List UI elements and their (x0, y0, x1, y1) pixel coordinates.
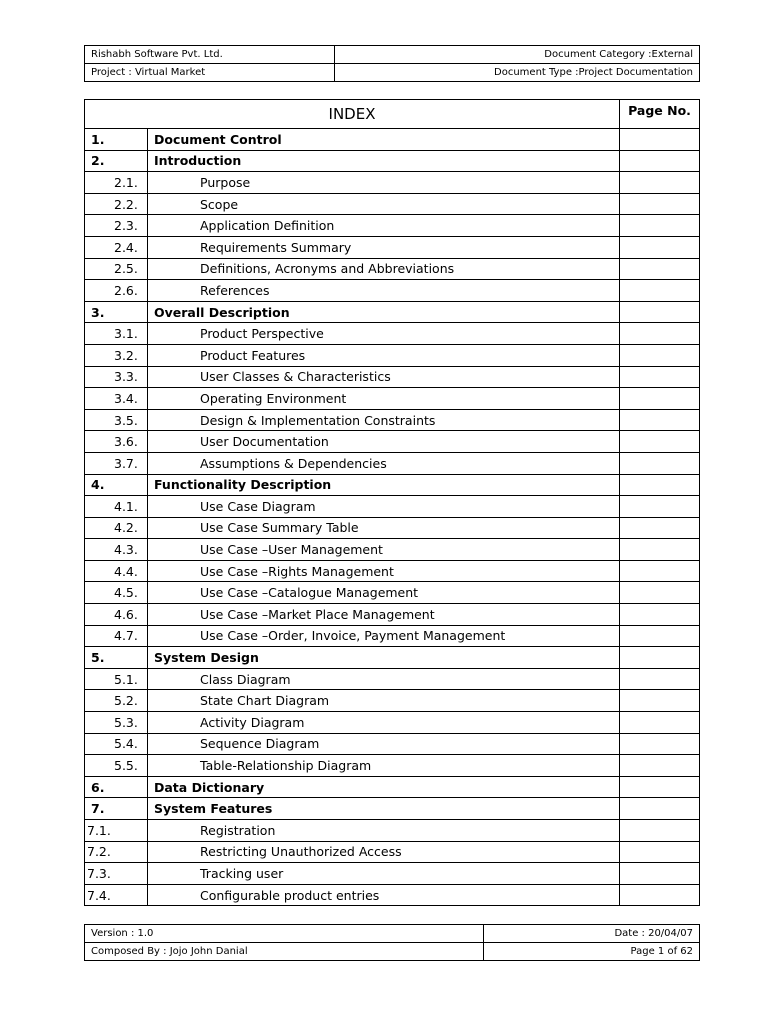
section-page-number (620, 798, 700, 820)
section-page-number (620, 280, 700, 302)
section-number: 4.4. (85, 560, 148, 582)
document-header (84, 45, 700, 82)
section-title: Product Perspective (148, 323, 620, 345)
section-title: Requirements Summary (148, 236, 620, 258)
document-type: Document Type :Project Documentation (334, 64, 699, 82)
section-page-number (620, 409, 700, 431)
index-row (85, 733, 700, 755)
section-title: Use Case –Market Place Management (148, 604, 620, 626)
section-title: Use Case –Catalogue Management (148, 582, 620, 604)
section-number: 7.4. (85, 884, 148, 906)
index-row (85, 668, 700, 690)
index-row (85, 863, 700, 885)
index-row (85, 388, 700, 410)
section-title: Tracking user (148, 863, 620, 885)
index-row (85, 193, 700, 215)
section-number: 7.1. (85, 820, 148, 842)
section-title: References (148, 280, 620, 302)
date: Date : 20/04/07 (484, 925, 700, 943)
section-page-number (620, 604, 700, 626)
section-title: Product Features (148, 344, 620, 366)
section-number: 5.3. (85, 712, 148, 734)
section-number: 5.2. (85, 690, 148, 712)
section-number: 3.6. (85, 431, 148, 453)
section-title: Purpose (148, 172, 620, 194)
section-title: Restricting Unauthorized Access (148, 841, 620, 863)
section-page-number (620, 668, 700, 690)
section-page-number (620, 647, 700, 669)
section-number: 3. (85, 301, 148, 323)
section-page-number (620, 496, 700, 518)
section-number: 4.5. (85, 582, 148, 604)
section-page-number (620, 733, 700, 755)
section-number: 2.2. (85, 193, 148, 215)
section-number: 1. (85, 129, 148, 151)
section-number: 3.4. (85, 388, 148, 410)
section-number: 5.4. (85, 733, 148, 755)
index-row (85, 301, 700, 323)
section-page-number (620, 323, 700, 345)
section-page-number (620, 344, 700, 366)
index-row (85, 496, 700, 518)
section-page-number (620, 539, 700, 561)
section-number: 5. (85, 647, 148, 669)
section-title: Use Case –User Management (148, 539, 620, 561)
section-page-number (620, 431, 700, 453)
section-title: Data Dictionary (148, 776, 620, 798)
index-row (85, 280, 700, 302)
company-name: Rishabh Software Pvt. Ltd. (85, 46, 335, 64)
section-number: 5.1. (85, 668, 148, 690)
index-row (85, 604, 700, 626)
section-title: Overall Description (148, 301, 620, 323)
section-title: Application Definition (148, 215, 620, 237)
section-page-number (620, 366, 700, 388)
index-table (84, 99, 700, 906)
index-row (85, 366, 700, 388)
section-page-number (620, 755, 700, 777)
section-page-number (620, 560, 700, 582)
section-title: State Chart Diagram (148, 690, 620, 712)
index-title: INDEX (85, 100, 620, 129)
section-title: Scope (148, 193, 620, 215)
page-number: Page 1 of 62 (484, 943, 700, 961)
section-number: 7. (85, 798, 148, 820)
section-number: 4.3. (85, 539, 148, 561)
index-row (85, 755, 700, 777)
section-title: Class Diagram (148, 668, 620, 690)
section-number: 3.3. (85, 366, 148, 388)
section-number: 7.2. (85, 841, 148, 863)
index-row (85, 172, 700, 194)
section-number: 3.2. (85, 344, 148, 366)
section-page-number (620, 863, 700, 885)
section-title: Functionality Description (148, 474, 620, 496)
index-row (85, 323, 700, 345)
section-number: 2.3. (85, 215, 148, 237)
section-number: 2.6. (85, 280, 148, 302)
section-page-number (620, 193, 700, 215)
section-title: Registration (148, 820, 620, 842)
index-row (85, 539, 700, 561)
index-row (85, 409, 700, 431)
version: Version : 1.0 (85, 925, 484, 943)
section-number: 7.3. (85, 863, 148, 885)
section-title: Operating Environment (148, 388, 620, 410)
section-number: 4.6. (85, 604, 148, 626)
section-page-number (620, 884, 700, 906)
section-title: User Classes & Characteristics (148, 366, 620, 388)
section-title: Activity Diagram (148, 712, 620, 734)
section-page-number (620, 474, 700, 496)
section-number: 2.5. (85, 258, 148, 280)
index-row (85, 215, 700, 237)
section-title: Design & Implementation Constraints (148, 409, 620, 431)
document-footer (84, 924, 700, 961)
index-row (85, 344, 700, 366)
section-number: 6. (85, 776, 148, 798)
section-page-number (620, 820, 700, 842)
index-row (85, 129, 700, 151)
section-page-number (620, 388, 700, 410)
index-row (85, 647, 700, 669)
section-page-number (620, 517, 700, 539)
section-number: 2.1. (85, 172, 148, 194)
section-title: User Documentation (148, 431, 620, 453)
section-page-number (620, 625, 700, 647)
page-number-header: Page No. (620, 100, 700, 129)
composed-by: Composed By : Jojo John Danial (85, 943, 484, 961)
section-number: 4.2. (85, 517, 148, 539)
index-row (85, 798, 700, 820)
index-row (85, 431, 700, 453)
section-number: 4.1. (85, 496, 148, 518)
index-row (85, 150, 700, 172)
section-page-number (620, 236, 700, 258)
index-row (85, 841, 700, 863)
section-page-number (620, 712, 700, 734)
section-number: 3.7. (85, 452, 148, 474)
section-page-number (620, 150, 700, 172)
index-row (85, 582, 700, 604)
section-page-number (620, 301, 700, 323)
index-row (85, 560, 700, 582)
section-title: Configurable product entries (148, 884, 620, 906)
index-row (85, 258, 700, 280)
section-page-number (620, 129, 700, 151)
section-number: 5.5. (85, 755, 148, 777)
section-page-number (620, 841, 700, 863)
index-row (85, 625, 700, 647)
section-title: Use Case –Rights Management (148, 560, 620, 582)
section-title: Definitions, Acronyms and Abbreviations (148, 258, 620, 280)
section-number: 3.5. (85, 409, 148, 431)
project-name: Project : Virtual Market (85, 64, 335, 82)
index-row (85, 712, 700, 734)
section-title: Introduction (148, 150, 620, 172)
section-number: 2. (85, 150, 148, 172)
section-number: 4. (85, 474, 148, 496)
section-page-number (620, 215, 700, 237)
section-title: Use Case –Order, Invoice, Payment Management (148, 625, 620, 647)
index-row (85, 884, 700, 906)
index-row (85, 690, 700, 712)
section-page-number (620, 452, 700, 474)
section-title: Use Case Summary Table (148, 517, 620, 539)
document-category: Document Category :External (334, 46, 699, 64)
section-title: System Features (148, 798, 620, 820)
index-row (85, 452, 700, 474)
section-title: System Design (148, 647, 620, 669)
index-row (85, 776, 700, 798)
index-row (85, 517, 700, 539)
section-page-number (620, 690, 700, 712)
section-page-number (620, 258, 700, 280)
section-page-number (620, 172, 700, 194)
index-row (85, 474, 700, 496)
section-number: 4.7. (85, 625, 148, 647)
section-title: Assumptions & Dependencies (148, 452, 620, 474)
section-title: Table-Relationship Diagram (148, 755, 620, 777)
section-title: Document Control (148, 129, 620, 151)
section-page-number (620, 582, 700, 604)
section-number: 2.4. (85, 236, 148, 258)
section-number: 3.1. (85, 323, 148, 345)
section-title: Use Case Diagram (148, 496, 620, 518)
section-title: Sequence Diagram (148, 733, 620, 755)
index-row (85, 820, 700, 842)
index-row (85, 236, 700, 258)
section-page-number (620, 776, 700, 798)
